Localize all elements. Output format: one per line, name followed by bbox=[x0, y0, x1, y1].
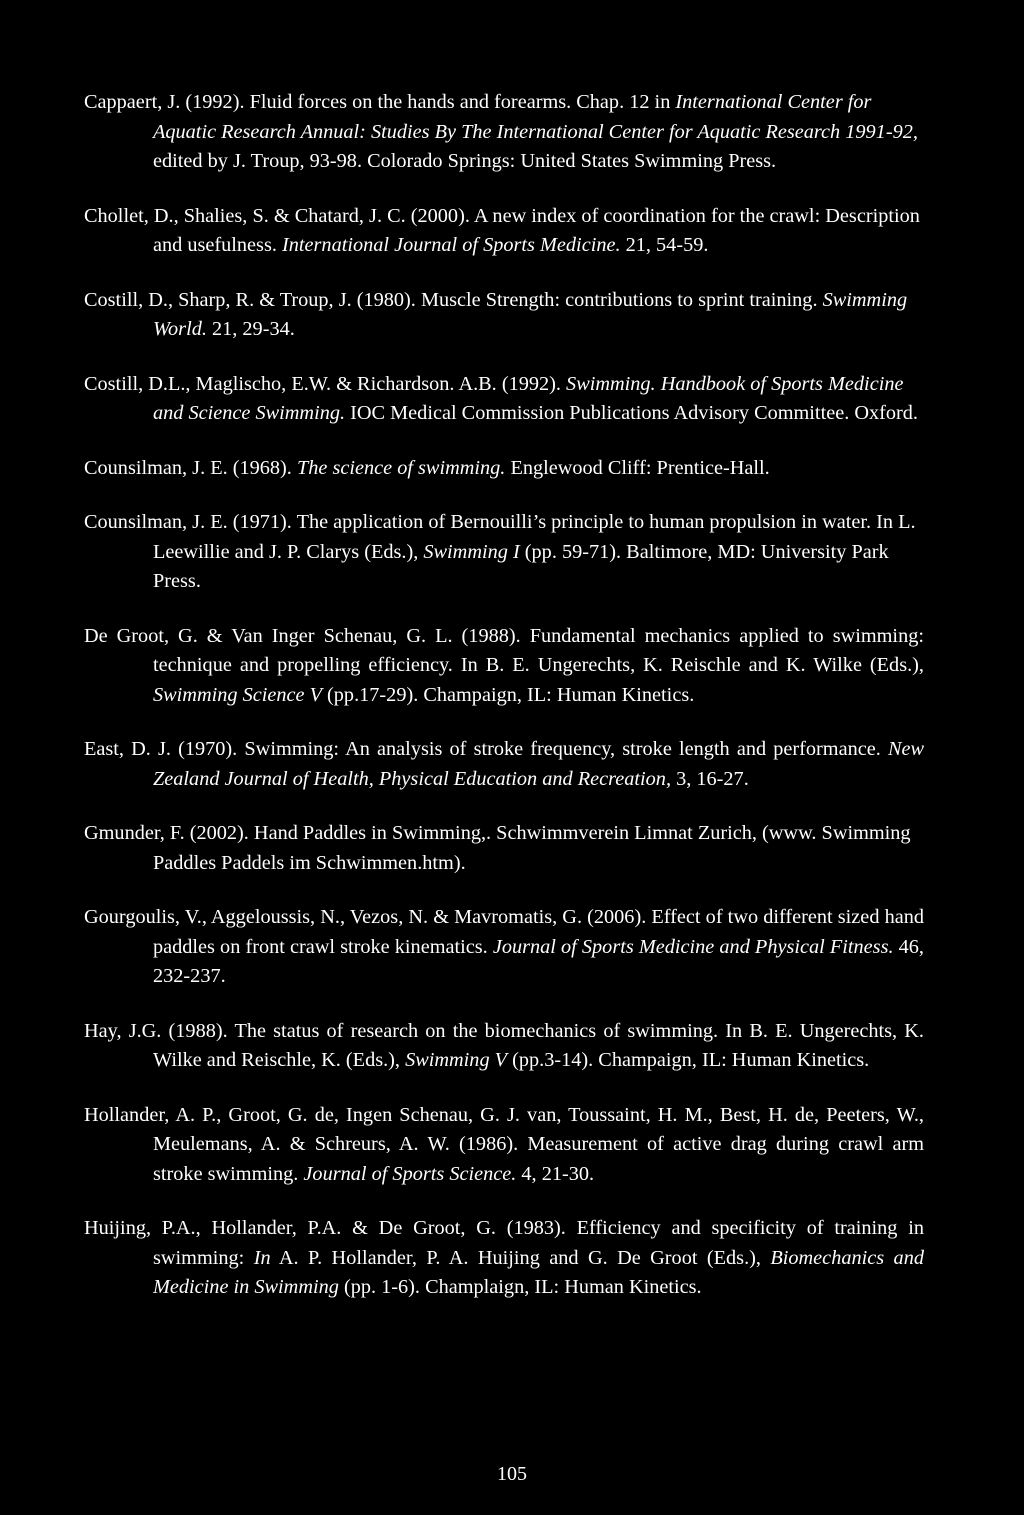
reference-gmunder-2002 bbox=[84, 819, 924, 878]
reference-text: (pp. 59-71). Baltimore, MD: University Park Press. bbox=[153, 540, 894, 592]
reference-hay-1988 bbox=[84, 1017, 929, 1076]
reference-text: (pp.17-29). Champaign, IL: Human Kinetics. bbox=[321, 683, 695, 706]
reference-cappaert-1992 bbox=[84, 88, 924, 177]
reference-title-italic: In bbox=[253, 1246, 271, 1269]
reference-text: Cappaert, J. (1992). Fluid forces on the hands and forearms. Chap. 12 in bbox=[84, 91, 676, 113]
reference-chollet-2000 bbox=[84, 202, 924, 261]
reference-text: Gourgoulis, V., Aggeloussis, N., Vezos, N. & Mavromatis, G. (2006). Effect of two different sized hand paddles on front crawl stroke kinematics. bbox=[84, 906, 930, 958]
reference-text: Counsilman, J. E. (1968). bbox=[84, 456, 297, 479]
reference-counsilman-1971 bbox=[84, 508, 924, 597]
reference-title-italic: International Journal of Sports Medicine. bbox=[282, 234, 621, 256]
page-number: 105 bbox=[497, 1463, 527, 1485]
reference-text: Englewood Cliff: Prentice-Hall. bbox=[505, 456, 770, 479]
reference-text: Chollet, D., Shalies, S. & Chatard, J. C. (2000). A new index of coordination for the crawl: Description and usefulness. bbox=[84, 204, 925, 256]
reference-text: Counsilman, J. E. (1971). The application of Bernouilli’s principle to human propulsion in water. In L. Leewillie and J. P. Clarys (Eds.), bbox=[84, 511, 921, 563]
reference-title-italic: Swimming Science V bbox=[153, 683, 322, 706]
reference-costill-1992 bbox=[84, 370, 924, 429]
reference-text: Costill, D.L., Maglischo, E.W. & Richardson. A.B. (1992). bbox=[84, 372, 567, 395]
reference-title-italic: Swimming I bbox=[423, 540, 520, 563]
reference-text: IOC Medical Commission Publications Advisory Committee. Oxford. bbox=[345, 402, 918, 424]
reference-text: 4, 21-30. bbox=[516, 1162, 595, 1185]
reference-title-italic: Swimming World. bbox=[153, 288, 913, 340]
reference-text: 21, 29-34. bbox=[206, 318, 295, 340]
reference-text: Huijing, P.A., Hollander, P.A. & De Groot, G. (1983). Efficiency and specificity of training in swimming: bbox=[84, 1217, 930, 1269]
reference-huijing-1983 bbox=[84, 1214, 930, 1303]
reference-text: Gmunder, F. (2002). Hand Paddles in Swimming,. Schwimmverein Limnat Zurich, (www. Swimming Paddles Paddels im Schwimmen.htm). bbox=[84, 822, 916, 874]
reference-text: De Groot, G. & Van Inger Schenau, G. L. (1988). Fundamental mechanics applied to swimming: technique and propelling efficiency. In B. E. Ungerechts, K. Reischle and K. Wilke (Eds.), bbox=[84, 624, 930, 676]
reference-title-italic: Swimming V bbox=[405, 1049, 508, 1071]
reference-east-1970 bbox=[84, 735, 930, 794]
reference-text: East, D. J. (1970). Swimming: An analysis of stroke frequency, stroke length and performance. bbox=[84, 738, 888, 760]
reference-text: (pp. 1-6). Champlaign, IL: Human Kinetics. bbox=[338, 1276, 702, 1298]
reference-title-italic: Journal of Sports Medicine and Physical Fitness. bbox=[492, 935, 894, 958]
reference-text: 3, 16-27. bbox=[671, 767, 749, 790]
reference-text: edited by J. Troup, 93-98. Colorado Springs: United States Swimming Press. bbox=[153, 120, 924, 172]
reference-text: Costill, D., Sharp, R. & Troup, J. (1980). Muscle Strength: contributions to sprint training. bbox=[84, 288, 823, 311]
reference-gourgoulis-2006 bbox=[84, 903, 930, 992]
reference-hollander-1986 bbox=[84, 1101, 930, 1190]
reference-text: 21, 54-59. bbox=[620, 234, 709, 256]
reference-degroot-1988 bbox=[84, 622, 930, 711]
reference-title-italic: Swimming. Handbook of Sports Medicine and Science Swimming. bbox=[153, 372, 909, 424]
reference-list bbox=[84, 88, 930, 1328]
reference-text: (pp.3-14). Champaign, IL: Human Kinetics. bbox=[507, 1049, 870, 1071]
reference-text: Hollander, A. P., Groot, G. de, Ingen Schenau, G. J. van, Toussaint, H. M., Best, H. de, Peeters, W., Meulemans, A. & Schreurs, A. W. (1986). Measurement of active drag during crawl arm stroke swimming. bbox=[84, 1103, 930, 1185]
reference-text: A. P. Hollander, P. A. Huijing and G. De Groot (Eds.), bbox=[270, 1246, 771, 1269]
reference-title-italic: The science of swimming. bbox=[296, 456, 506, 479]
reference-title-italic: New Zealand Journal of Health, Physical Education and Recreation, bbox=[153, 738, 930, 790]
reference-title-italic: Journal of Sports Science. bbox=[303, 1162, 517, 1185]
reference-title-italic: Biomechanics and Medicine in Swimming bbox=[153, 1246, 930, 1298]
reference-title-italic: International Center for Aquatic Research Annual: Studies By The International Center for Aquatic Research 1991-92, bbox=[153, 91, 918, 143]
reference-text: 46, 232-237. bbox=[153, 935, 930, 987]
reference-counsilman-1968 bbox=[84, 454, 924, 484]
reference-costill-1980 bbox=[84, 286, 924, 345]
reference-text: Hay, J.G. (1988). The status of research on the biomechanics of swimming. In B. E. Ungerechts, K. Wilke and Reischle, K. (Eds.), bbox=[84, 1019, 929, 1071]
